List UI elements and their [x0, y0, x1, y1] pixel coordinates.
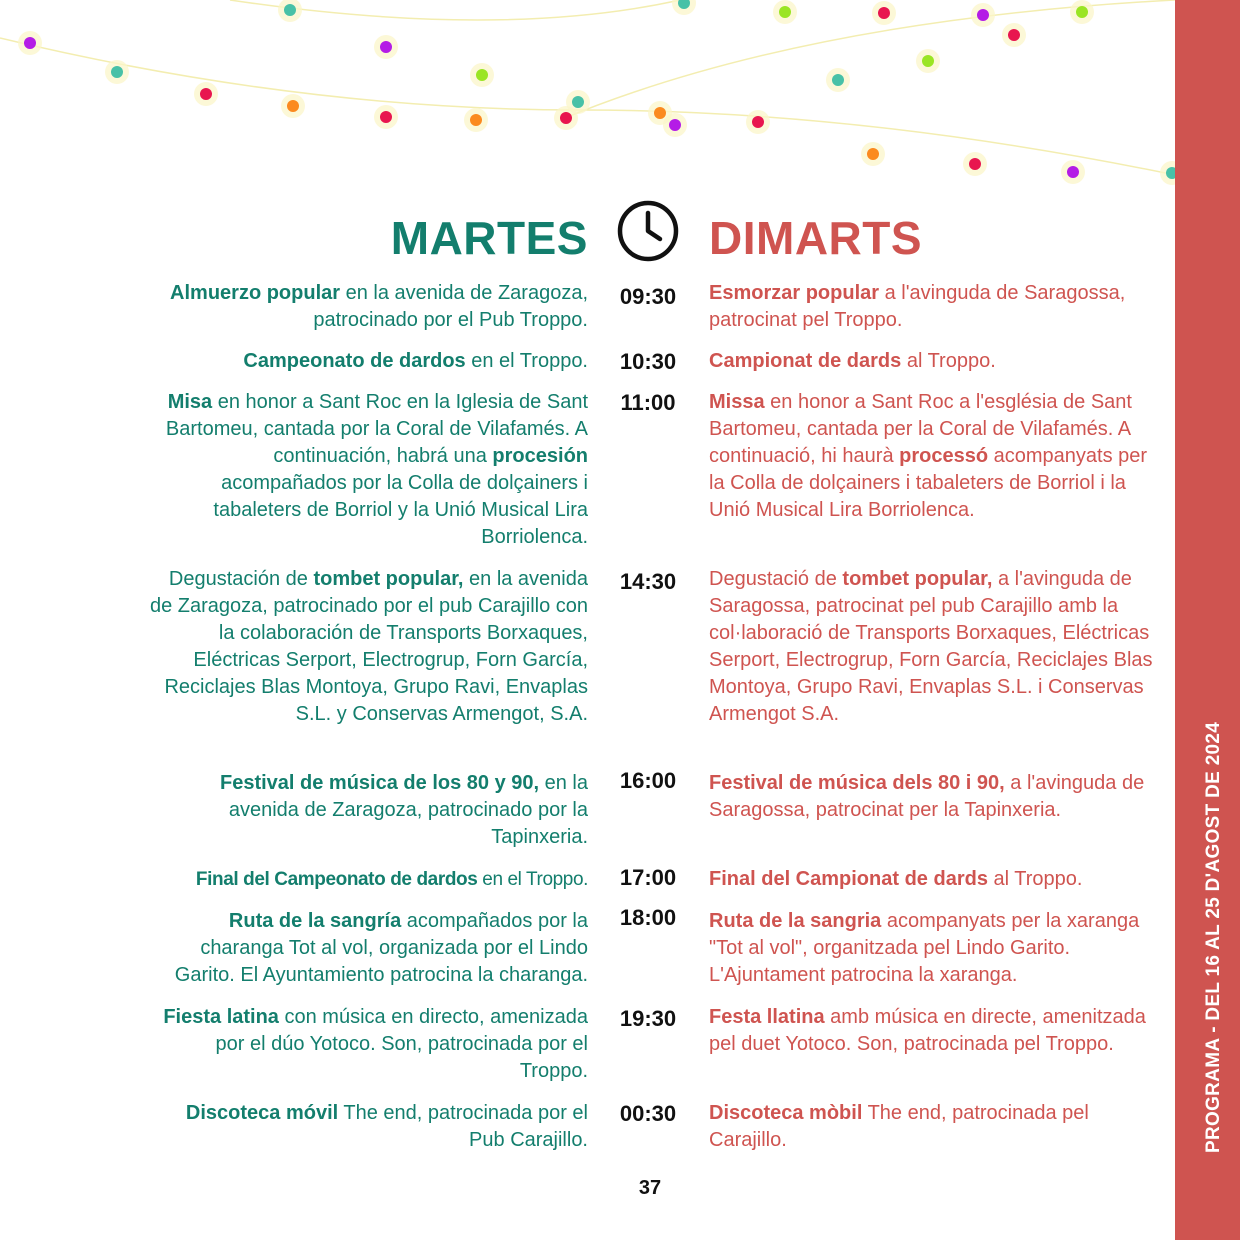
event-description-ca [709, 908, 1154, 989]
event-description-ca [709, 566, 1154, 728]
event-title-es: Campeonato de dardos [243, 350, 466, 372]
event-time: 00:30 [619, 1101, 677, 1126]
light-bulb [1067, 166, 1079, 178]
event-title-ca: Festa llatina [709, 1006, 825, 1028]
event-text-ca: al Troppo. [901, 350, 996, 372]
event-highlight-es: procesión [492, 445, 588, 467]
event-title-es: Almuerzo popular [170, 282, 341, 304]
light-bulb [969, 158, 981, 170]
event-time: 18:00 [619, 905, 677, 930]
light-bulb [560, 112, 572, 124]
light-bulb [380, 111, 392, 123]
event-text-es: en honor a Sant Roc en la Iglesia de Sant Bartomeu, cantada por la Coral de Vilafamés. A continuación, habrá una [165, 391, 588, 467]
event-time: 10:30 [619, 349, 677, 374]
string-lights-decoration [0, 0, 1175, 200]
light-bulb [654, 107, 666, 119]
light-bulb [1076, 6, 1088, 18]
event-time: 09:30 [619, 284, 677, 309]
day-title-catalan: DIMARTS [709, 212, 923, 264]
event-text-es: en el Troppo. [465, 350, 588, 372]
event-text-ca: acompanyats per la Colla de dolçainers i tabaleters de Borriol i la Unió Musical Lira Borriolenca. [709, 445, 1148, 521]
event-text-es: acompañados por la Colla de dolçainers i tabaleters de Borriol y la Unió Musical Lira Borriolenca. [213, 472, 588, 548]
event-title-ca: Discoteca mòbil [709, 1102, 863, 1124]
light-bulb [669, 119, 681, 131]
event-time: 14:30 [619, 569, 677, 594]
light-bulb [832, 74, 844, 86]
light-bulb [1008, 29, 1020, 41]
light-bulb [284, 4, 296, 16]
light-bulb [878, 7, 890, 19]
light-bulb [200, 88, 212, 100]
light-bulb [24, 37, 36, 49]
event-description-ca [709, 1004, 1154, 1058]
light-bulb [111, 66, 123, 78]
event-description-ca [709, 1100, 1154, 1154]
event-time: 17:00 [619, 865, 677, 890]
event-description-ca [709, 348, 1154, 375]
light-bulb [752, 116, 764, 128]
event-description-es [148, 770, 588, 851]
light-bulb [779, 6, 791, 18]
event-title-es: Misa [167, 391, 213, 413]
event-title-es: Ruta de la sangría [228, 910, 402, 932]
event-description-es [148, 280, 588, 334]
event-title-ca: Ruta de la sangria [709, 910, 882, 932]
event-title-es: Fiesta latina [163, 1006, 279, 1028]
event-description-es [148, 566, 588, 728]
event-text-ca: amb música en directe, amenitzada pel duet Yotoco. Son, patrocinada pel Troppo. [709, 1006, 1146, 1055]
event-text-ca: en honor a Sant Roc a l'església de Sant Bartomeu, cantada per la Coral de Vilafamés. A continuació, hi haurà [709, 391, 1132, 467]
event-text-es: con música en directo, amenizada por el dúo Yotoco. Son, patrocinada por el Troppo. [215, 1006, 588, 1082]
event-text-ca: a l'avinguda de Saragossa, patrocinat pel Troppo. [709, 282, 1126, 331]
event-text-es: en la avenida de Zaragoza, patrocinado por el Pub Troppo. [313, 282, 588, 331]
event-title-ca: Final del Campionat de dards [709, 868, 988, 890]
event-time: 11:00 [620, 390, 676, 415]
event-text-es: The end, patrocinada por el Pub Carajillo. [338, 1102, 588, 1151]
event-text-ca: The end, patrocinada pel Carajillo. [709, 1102, 1089, 1151]
event-text-es: Degustación de [168, 568, 314, 590]
event-description-ca [709, 866, 1154, 893]
event-title-ca: Missa [709, 391, 765, 413]
event-title-es: Festival de música de los 80 y 90, [220, 772, 540, 794]
event-description-es [148, 908, 588, 989]
light-bulb [922, 55, 934, 67]
event-description-es [148, 866, 588, 893]
event-description-es [148, 348, 588, 375]
event-title-ca: tombet popular, [842, 568, 993, 590]
event-title-es: Discoteca móvil [185, 1102, 339, 1124]
light-bulb [470, 114, 482, 126]
event-text-es: acompañados por la charanga Tot al vol, organizada por el Lindo Garito. El Ayuntamiento patrocina la charanga. [174, 910, 588, 986]
event-description-ca [709, 389, 1154, 524]
page-number: 37 [638, 1177, 662, 1199]
event-text-es: en la avenida de Zaragoza, patrocinado por la Tapinxeria. [228, 772, 588, 848]
event-time: 19:30 [619, 1006, 677, 1031]
event-title-es: Final del Campeonato de dardos [195, 869, 478, 890]
clock-icon [616, 199, 680, 263]
day-title-spanish: MARTES [390, 212, 588, 264]
event-text-ca: al Troppo. [987, 868, 1083, 890]
light-bulb [572, 96, 584, 108]
event-title-ca: Campionat de dards [709, 350, 902, 372]
event-description-ca [709, 280, 1154, 334]
event-text-es: en la avenida de Zaragoza, patrocinado por el pub Carajillo con la colaboración de Transports Borxaques, Eléctricas Serport, Electrogrup, Forn García, Reciclajes Blas Montoya, Grupo Ravi, Envaplas S.L. y Conservas Armengot, S.A. [149, 568, 588, 725]
event-text-ca: a l'avinguda de Saragossa, patrocinat pel pub Carajillo amb la col·laboració de Transports Borxaques, Eléctricas Serport, Electrogrup, Forn García, Reciclajes Blas Montoya, Grupo Ravi, Envaplas S.L. i Conservas Armengot S.A. [709, 568, 1153, 725]
light-bulb [380, 41, 392, 53]
event-title-ca: Esmorzar popular [709, 282, 880, 304]
event-description-ca [709, 770, 1154, 824]
event-text-ca: Degustació de [709, 568, 843, 590]
event-time: 16:00 [619, 768, 677, 793]
event-title-ca: Festival de música dels 80 i 90, [709, 772, 1005, 794]
light-bulb [867, 148, 879, 160]
light-bulb [977, 9, 989, 21]
event-text-es: en el Troppo. [477, 869, 588, 890]
event-description-es [148, 1004, 588, 1085]
event-description-es [148, 1100, 588, 1154]
light-bulb [476, 69, 488, 81]
event-text-ca: a l'avinguda de Saragossa, patrocinat per la Tapinxeria. [709, 772, 1145, 821]
event-description-es [148, 389, 588, 551]
light-bulb [287, 100, 299, 112]
sidebar-program-label: PROGRAMA - DEL 16 AL 25 D'AGOST DE 2024 [1203, 721, 1224, 1153]
event-title-es: tombet popular, [313, 568, 464, 590]
event-text-ca: acompanyats per la xaranga "Tot al vol", organitzada pel Lindo Garito. L'Ajuntament patrocina la xaranga. [709, 910, 1140, 986]
event-highlight-ca: processó [899, 445, 989, 467]
